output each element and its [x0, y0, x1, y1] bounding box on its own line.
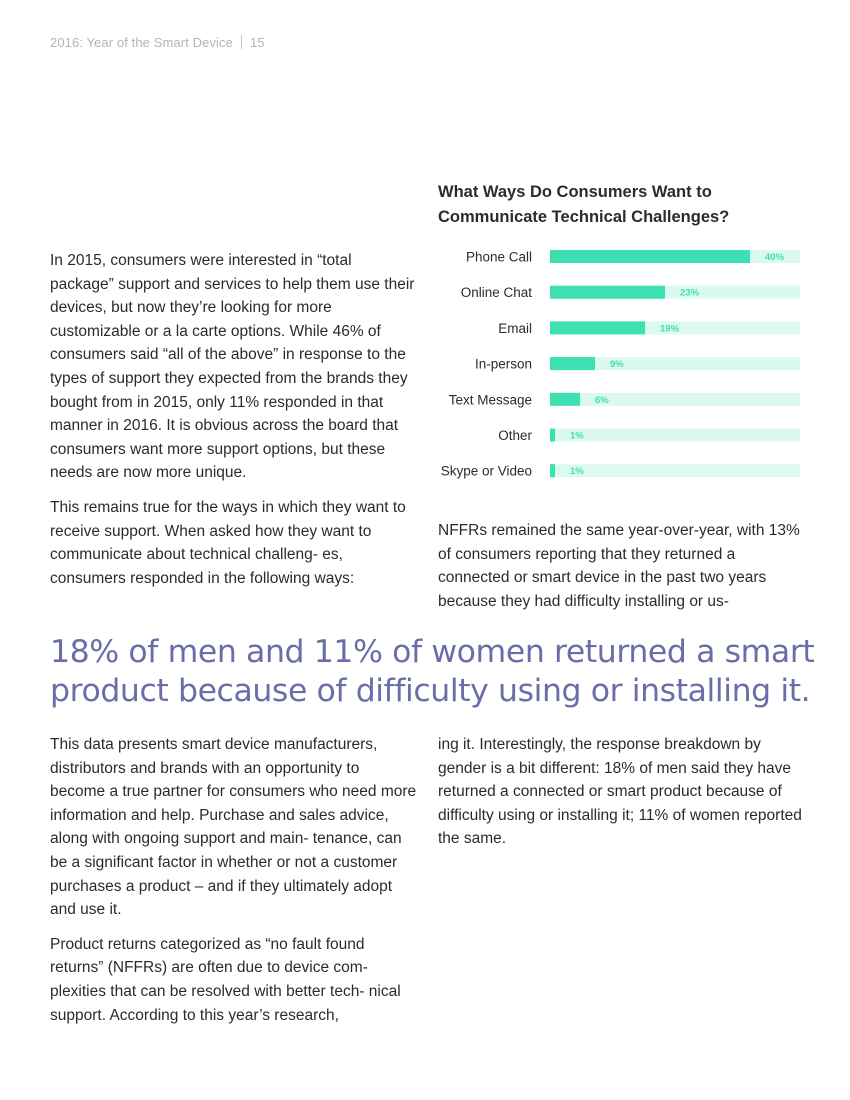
- paragraph: This remains true for the ways in which they want to receive support. When asked how they want to communicate about technical challeng- es, consumers responded in the following ways:: [50, 498, 406, 587]
- left-column-top: [50, 249, 418, 601]
- data-label: 40%: [765, 252, 785, 263]
- paragraph: This data presents smart device manufacturers, distributors and brands with an opportunity to become a true partner for consumers who need more information and help. Purchase and sales advice, along with ongoing support and main- tenance, can be a significant factor in whether or not a customer purchases a product – and if they ultimately adopt and use it.: [50, 736, 417, 919]
- pull-quote: 18% of men and 11% of women returned a smart product because of difficulty using or installing it.: [50, 634, 815, 709]
- data-label: 6%: [595, 394, 609, 406]
- category-label: Skype or Video: [440, 463, 532, 479]
- header-divider: [241, 35, 242, 49]
- category-label: Other: [498, 428, 532, 443]
- bar-track: [550, 429, 800, 442]
- bar: [550, 464, 555, 477]
- bar-track: [550, 393, 800, 406]
- left-column-bottom: [50, 733, 418, 1038]
- data-label: 23%: [680, 287, 700, 299]
- bar-track: [550, 464, 800, 477]
- right-column-bottom: [438, 733, 806, 862]
- category-label: In-person: [474, 356, 532, 372]
- paragraph: In 2015, consumers were interested in “total package” support and services to help them use their devices, but now they’re looking for more customizable or a la carte options. While 46% of consumers said “all of the above” in response to the types of support they expected from the brands they bought from in 2015, only 11% responded in that manner in 2016. It is obvious across the board that consumers want more support options, but these needs are now more unique.: [50, 252, 415, 482]
- page-number: 15: [249, 35, 265, 50]
- right-column-top: [438, 519, 806, 624]
- bar: [550, 357, 595, 370]
- category-label: Online Chat: [460, 285, 532, 301]
- category-label: Text Message: [448, 392, 532, 408]
- paragraph: Product returns categorized as “no fault found returns” (NFFRs) are often due to device com- plexities that can be resolved with better tech- nical support. According to this year’s research,: [50, 935, 401, 1024]
- category-label: Phone Call: [465, 249, 532, 265]
- header-title: 2016: Year of the Smart Device: [50, 35, 233, 50]
- bar: [550, 250, 750, 263]
- bar: [550, 429, 555, 442]
- category-label: Email: [498, 320, 532, 336]
- bar-chart: [430, 240, 810, 490]
- bar: [550, 321, 645, 334]
- running-header: [50, 35, 265, 50]
- bar: [550, 286, 665, 299]
- data-label: 9%: [610, 359, 624, 371]
- paragraph: ing it. Interestingly, the response breakdown by gender is a bit different: 18% of men said they have returned a connected or smart product because of difficulty using or installing it; 11% of women reported the same.: [438, 736, 802, 848]
- data-label: 1%: [570, 466, 584, 478]
- chart-title: What Ways Do Consumers Want to Communicate Technical Challenges?: [438, 183, 730, 226]
- data-label: 19%: [660, 323, 680, 335]
- paragraph: NFFRs remained the same year-over-year, with 13% of consumers reporting that they returned a connected or smart device in the past two years because they had difficulty installing or us-: [438, 522, 800, 610]
- data-label: 1%: [570, 430, 584, 442]
- bar: [550, 393, 580, 406]
